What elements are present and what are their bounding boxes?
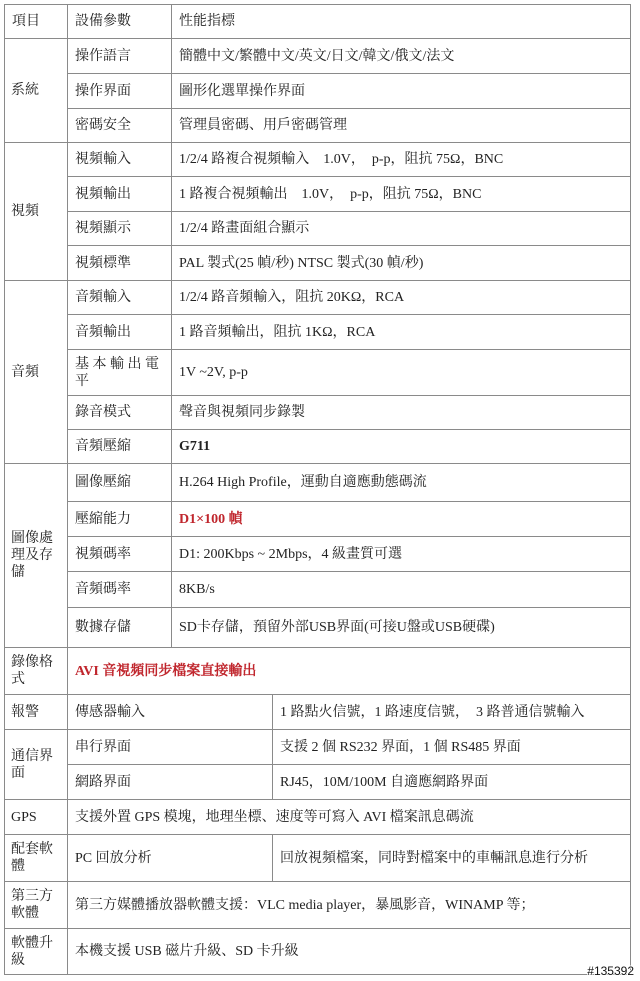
header-row xyxy=(5,5,631,39)
spec-cell: PAL 製式(25 幀/秒) NTSC 製式(30 幀/秒) xyxy=(172,246,631,281)
spec-cell: 支援外置 GPS 模塊，地理坐標、速度等可寫入 AVI 檔案訊息碼流 xyxy=(68,800,631,835)
table-row xyxy=(5,695,631,730)
spec-cell: 支援 2 個 RS232 界面，1 個 RS485 界面 xyxy=(273,730,631,765)
spec-cell: RJ45，10M/100M 自適應網路界面 xyxy=(273,765,631,800)
table-row xyxy=(5,800,631,835)
spec-cell: D1: 200Kbps ~ 2Mbps，4 級畫質可選 xyxy=(172,537,631,572)
param-cell: 壓縮能力 xyxy=(68,502,172,537)
table-row xyxy=(5,177,631,212)
param-cell: 傳感器輸入 xyxy=(68,695,273,730)
param-cell: 基 本 輸 出 電 平 xyxy=(68,350,172,396)
table-row xyxy=(5,246,631,281)
table-row xyxy=(5,929,631,975)
param-cell: 音頻碼率 xyxy=(68,572,172,608)
spec-table xyxy=(4,4,631,975)
table-row xyxy=(5,882,631,929)
table-row xyxy=(5,502,631,537)
table-row xyxy=(5,350,631,396)
category-video: 視頻 xyxy=(5,143,68,281)
table-row xyxy=(5,608,631,648)
category-gps: GPS xyxy=(5,800,68,835)
param-cell: 視頻顯示 xyxy=(68,212,172,246)
spec-cell: 簡體中文/繁體中文/英文/日文/韓文/俄文/法文 xyxy=(172,39,631,74)
spec-cell: D1×100 幀 xyxy=(172,502,631,537)
table-row xyxy=(5,281,631,315)
header-parameter: 設備參數 xyxy=(68,5,172,39)
param-cell: 操作語言 xyxy=(68,39,172,74)
spec-cell: 1/2/4 路畫面組合顯示 xyxy=(172,212,631,246)
table-row xyxy=(5,648,631,695)
category-image-storage: 圖像處理及存儲 xyxy=(5,464,68,648)
category-record-format: 錄像格式 xyxy=(5,648,68,695)
param-cell: 圖像壓縮 xyxy=(68,464,172,502)
param-cell: 音頻輸入 xyxy=(68,281,172,315)
table-row xyxy=(5,74,631,109)
param-cell: 密碼安全 xyxy=(68,109,172,143)
spec-cell: 聲音與視頻同步錄製 xyxy=(172,396,631,430)
category-alarm: 報警 xyxy=(5,695,68,730)
param-cell: 視頻碼率 xyxy=(68,537,172,572)
table-row xyxy=(5,39,631,74)
spec-cell: 回放視頻檔案，同時對檔案中的車輛訊息進行分析 xyxy=(273,835,631,882)
param-cell: 串行界面 xyxy=(68,730,273,765)
header-item: 項目 xyxy=(5,5,68,39)
category-third-party: 第三方軟體 xyxy=(5,882,68,929)
spec-cell: 8KB/s xyxy=(172,572,631,608)
param-cell: 錄音模式 xyxy=(68,396,172,430)
category-audio: 音頻 xyxy=(5,281,68,464)
table-row xyxy=(5,109,631,143)
table-row xyxy=(5,730,631,765)
param-cell: PC 回放分析 xyxy=(68,835,273,882)
param-cell: 網路界面 xyxy=(68,765,273,800)
watermark-id: #135392 xyxy=(587,964,634,978)
header-performance: 性能指標 xyxy=(172,5,631,39)
param-cell: 音頻輸出 xyxy=(68,315,172,350)
table-row xyxy=(5,464,631,502)
table-row xyxy=(5,430,631,464)
table-row xyxy=(5,765,631,800)
table-row xyxy=(5,537,631,572)
table-row xyxy=(5,315,631,350)
spec-cell: H.264 High Profile，運動自適應動態碼流 xyxy=(172,464,631,502)
category-upgrade: 軟體升級 xyxy=(5,929,68,975)
table-row xyxy=(5,212,631,246)
spec-cell: AVI 音視頻同步檔案直接輸出 xyxy=(68,648,631,695)
spec-cell: 1 路點火信號，1 路速度信號， 3 路普通信號輸入 xyxy=(273,695,631,730)
category-comm: 通信界面 xyxy=(5,730,68,800)
table-row xyxy=(5,396,631,430)
spec-cell: 本機支援 USB 磁片升級、SD 卡升級 xyxy=(68,929,631,975)
spec-cell: 1/2/4 路音頻輸入，阻抗 20KΩ，RCA xyxy=(172,281,631,315)
spec-cell: 1 路複合視頻輸出 1.0V， p-p，阻抗 75Ω，BNC xyxy=(172,177,631,212)
table-row xyxy=(5,572,631,608)
spec-cell: 1/2/4 路複合視頻輸入 1.0V， p-p，阻抗 75Ω，BNC xyxy=(172,143,631,177)
category-system: 系統 xyxy=(5,39,68,143)
param-cell: 視頻輸出 xyxy=(68,177,172,212)
param-cell: 數據存儲 xyxy=(68,608,172,648)
category-software: 配套軟體 xyxy=(5,835,68,882)
table-row xyxy=(5,143,631,177)
param-cell: 視頻輸入 xyxy=(68,143,172,177)
spec-cell: 圖形化選單操作界面 xyxy=(172,74,631,109)
spec-cell: 1V ~2V, p-p xyxy=(172,350,631,396)
table-row xyxy=(5,835,631,882)
spec-cell: SD卡存儲，預留外部USB界面(可接U盤或USB硬碟) xyxy=(172,608,631,648)
spec-cell: 1 路音頻輸出，阻抗 1KΩ，RCA xyxy=(172,315,631,350)
param-cell: 操作界面 xyxy=(68,74,172,109)
param-cell: 視頻標準 xyxy=(68,246,172,281)
spec-cell: 管理員密碼、用戶密碼管理 xyxy=(172,109,631,143)
param-cell: 音頻壓縮 xyxy=(68,430,172,464)
spec-cell: 第三方媒體播放器軟體支援：VLC media player，暴風影音，WINAMP 等； xyxy=(68,882,631,929)
spec-cell: G711 xyxy=(172,430,631,464)
